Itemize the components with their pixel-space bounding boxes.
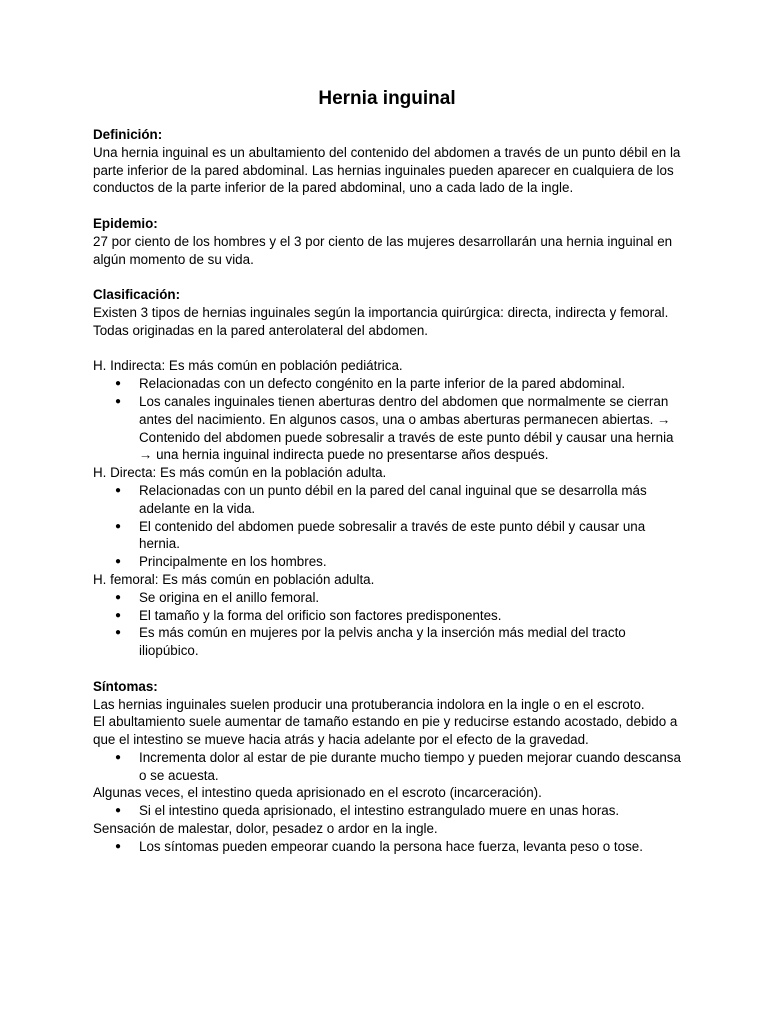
femoral-label: H. femoral: Es más común en población adulta. — [93, 571, 375, 587]
list-item-text: Los canales inguinales tienen aberturas dentro del abdomen que normalmente se cierran antes del nacimiento. En algunos casos, una o ambas aberturas permanecen abiertas. → Contenido del abdomen puede sobresalir a través de este punto débil y causar una hernia → una hernia inguinal indirecta puede no presentarse años después. — [139, 393, 674, 463]
definicion-heading: Definición: — [93, 127, 163, 142]
list-item — [115, 624, 681, 660]
section-clasificacion — [93, 286, 681, 660]
clasificacion-heading: Clasificación: — [93, 287, 181, 303]
bullet-icon: ● — [115, 627, 122, 639]
bullet-icon: ● — [115, 840, 122, 852]
sintomas-p4: Sensación de malestar, dolor, pesadez o ardor en la ingle. — [93, 821, 438, 837]
epidemio-text: 27 por ciento de los hombres y el 3 por ciento de las mujeres desarrollarán una hernia inguinal en algún momento de su vida. — [93, 233, 673, 267]
bullet-icon: ● — [115, 609, 122, 621]
spacer — [93, 340, 681, 358]
bullet-icon: ● — [115, 484, 122, 496]
sintomas-p3: Algunas veces, el intestino queda aprisionado en el escroto (incarceración). — [93, 785, 542, 801]
spacer — [93, 197, 681, 215]
bullet-icon: ● — [115, 591, 122, 603]
bullet-icon: ● — [115, 556, 122, 568]
clasificacion-text: Existen 3 tipos de hernias inguinales según la importancia quirúrgica: directa, indirecta y femoral. Todas originadas en la pared anterolateral del abdomen. — [93, 304, 669, 338]
sintomas-list-2 — [93, 802, 681, 820]
list-item — [115, 607, 681, 625]
directa-list — [93, 482, 681, 571]
section-sintomas — [93, 678, 681, 856]
sintomas-p2: El abultamiento suele aumentar de tamaño estando en pie y reducirse estando acostado, debido a que el intestino se mueve hacia atrás y hacia adelante por el efecto de la gravedad. — [93, 714, 678, 748]
list-item — [115, 802, 681, 820]
epidemio-heading: Epidemio: — [93, 215, 158, 231]
bullet-icon: ● — [115, 378, 122, 390]
list-item-text: Relacionadas con un defecto congénito en la parte inferior de la pared abdominal. — [139, 376, 626, 392]
list-item — [115, 482, 681, 518]
list-item-text: Es más común en mujeres por la pelvis ancha y la inserción más medial del tracto iliopúbico. — [139, 625, 626, 659]
list-item — [115, 393, 681, 464]
list-item — [115, 553, 681, 571]
list-item-text: Incrementa dolor al estar de pie durante mucho tiempo y pueden mejorar cuando descansa o se acuesta. — [139, 749, 681, 783]
list-item-text: El contenido del abdomen puede sobresalir a través de este punto débil y causar una hernia. — [139, 518, 646, 552]
indirecta-label: H. Indirecta: Es más común en población pediátrica. — [93, 358, 403, 374]
document-title: Hernia inguinal — [318, 88, 456, 109]
list-item-text: Principalmente en los hombres. — [139, 554, 327, 570]
bullet-icon: ● — [115, 395, 122, 407]
sintomas-p1: Las hernias inguinales suelen producir una protuberancia indolora en la ingle o en el escroto. — [93, 696, 645, 712]
section-epidemio — [93, 215, 681, 268]
spacer — [93, 660, 681, 678]
list-item — [115, 589, 681, 607]
list-item-text: Se origina en el anillo femoral. — [139, 589, 320, 605]
list-item — [115, 375, 681, 393]
sintomas-list-1 — [93, 749, 681, 785]
bullet-icon: ● — [115, 805, 122, 817]
list-item-text: Relacionadas con un punto débil en la pared del canal inguinal que se desarrolla más adelante en la vida. — [139, 482, 647, 516]
indirecta-list — [93, 375, 681, 464]
directa-label: H. Directa: Es más común en la población adulta. — [93, 465, 387, 481]
bullet-icon: ● — [115, 751, 122, 763]
list-item-text: El tamaño y la forma del orificio son factores predisponentes. — [139, 607, 502, 623]
list-item — [115, 518, 681, 554]
list-item — [115, 749, 681, 785]
sintomas-heading: Síntomas: — [93, 678, 158, 694]
bullet-icon: ● — [115, 520, 122, 532]
section-definicion — [93, 126, 681, 197]
sintomas-list-3 — [93, 838, 681, 856]
spacer — [93, 268, 681, 286]
femoral-list — [93, 589, 681, 660]
definicion-text: Una hernia inguinal es un abultamiento del contenido del abdomen a través de un punto débil en la parte inferior de la pared abdominal. Las hernias inguinales pueden aparecer en cualquiera de los conductos de la parte inferior de la pared abdominal, uno a cada lado de la ingle. — [93, 144, 681, 196]
list-item — [115, 838, 681, 856]
document-page — [93, 86, 681, 856]
list-item-text: Los síntomas pueden empeorar cuando la persona hace fuerza, levanta peso o tose. — [139, 838, 643, 854]
list-item-text: Si el intestino queda aprisionado, el intestino estrangulado muere en unas horas. — [139, 803, 620, 819]
